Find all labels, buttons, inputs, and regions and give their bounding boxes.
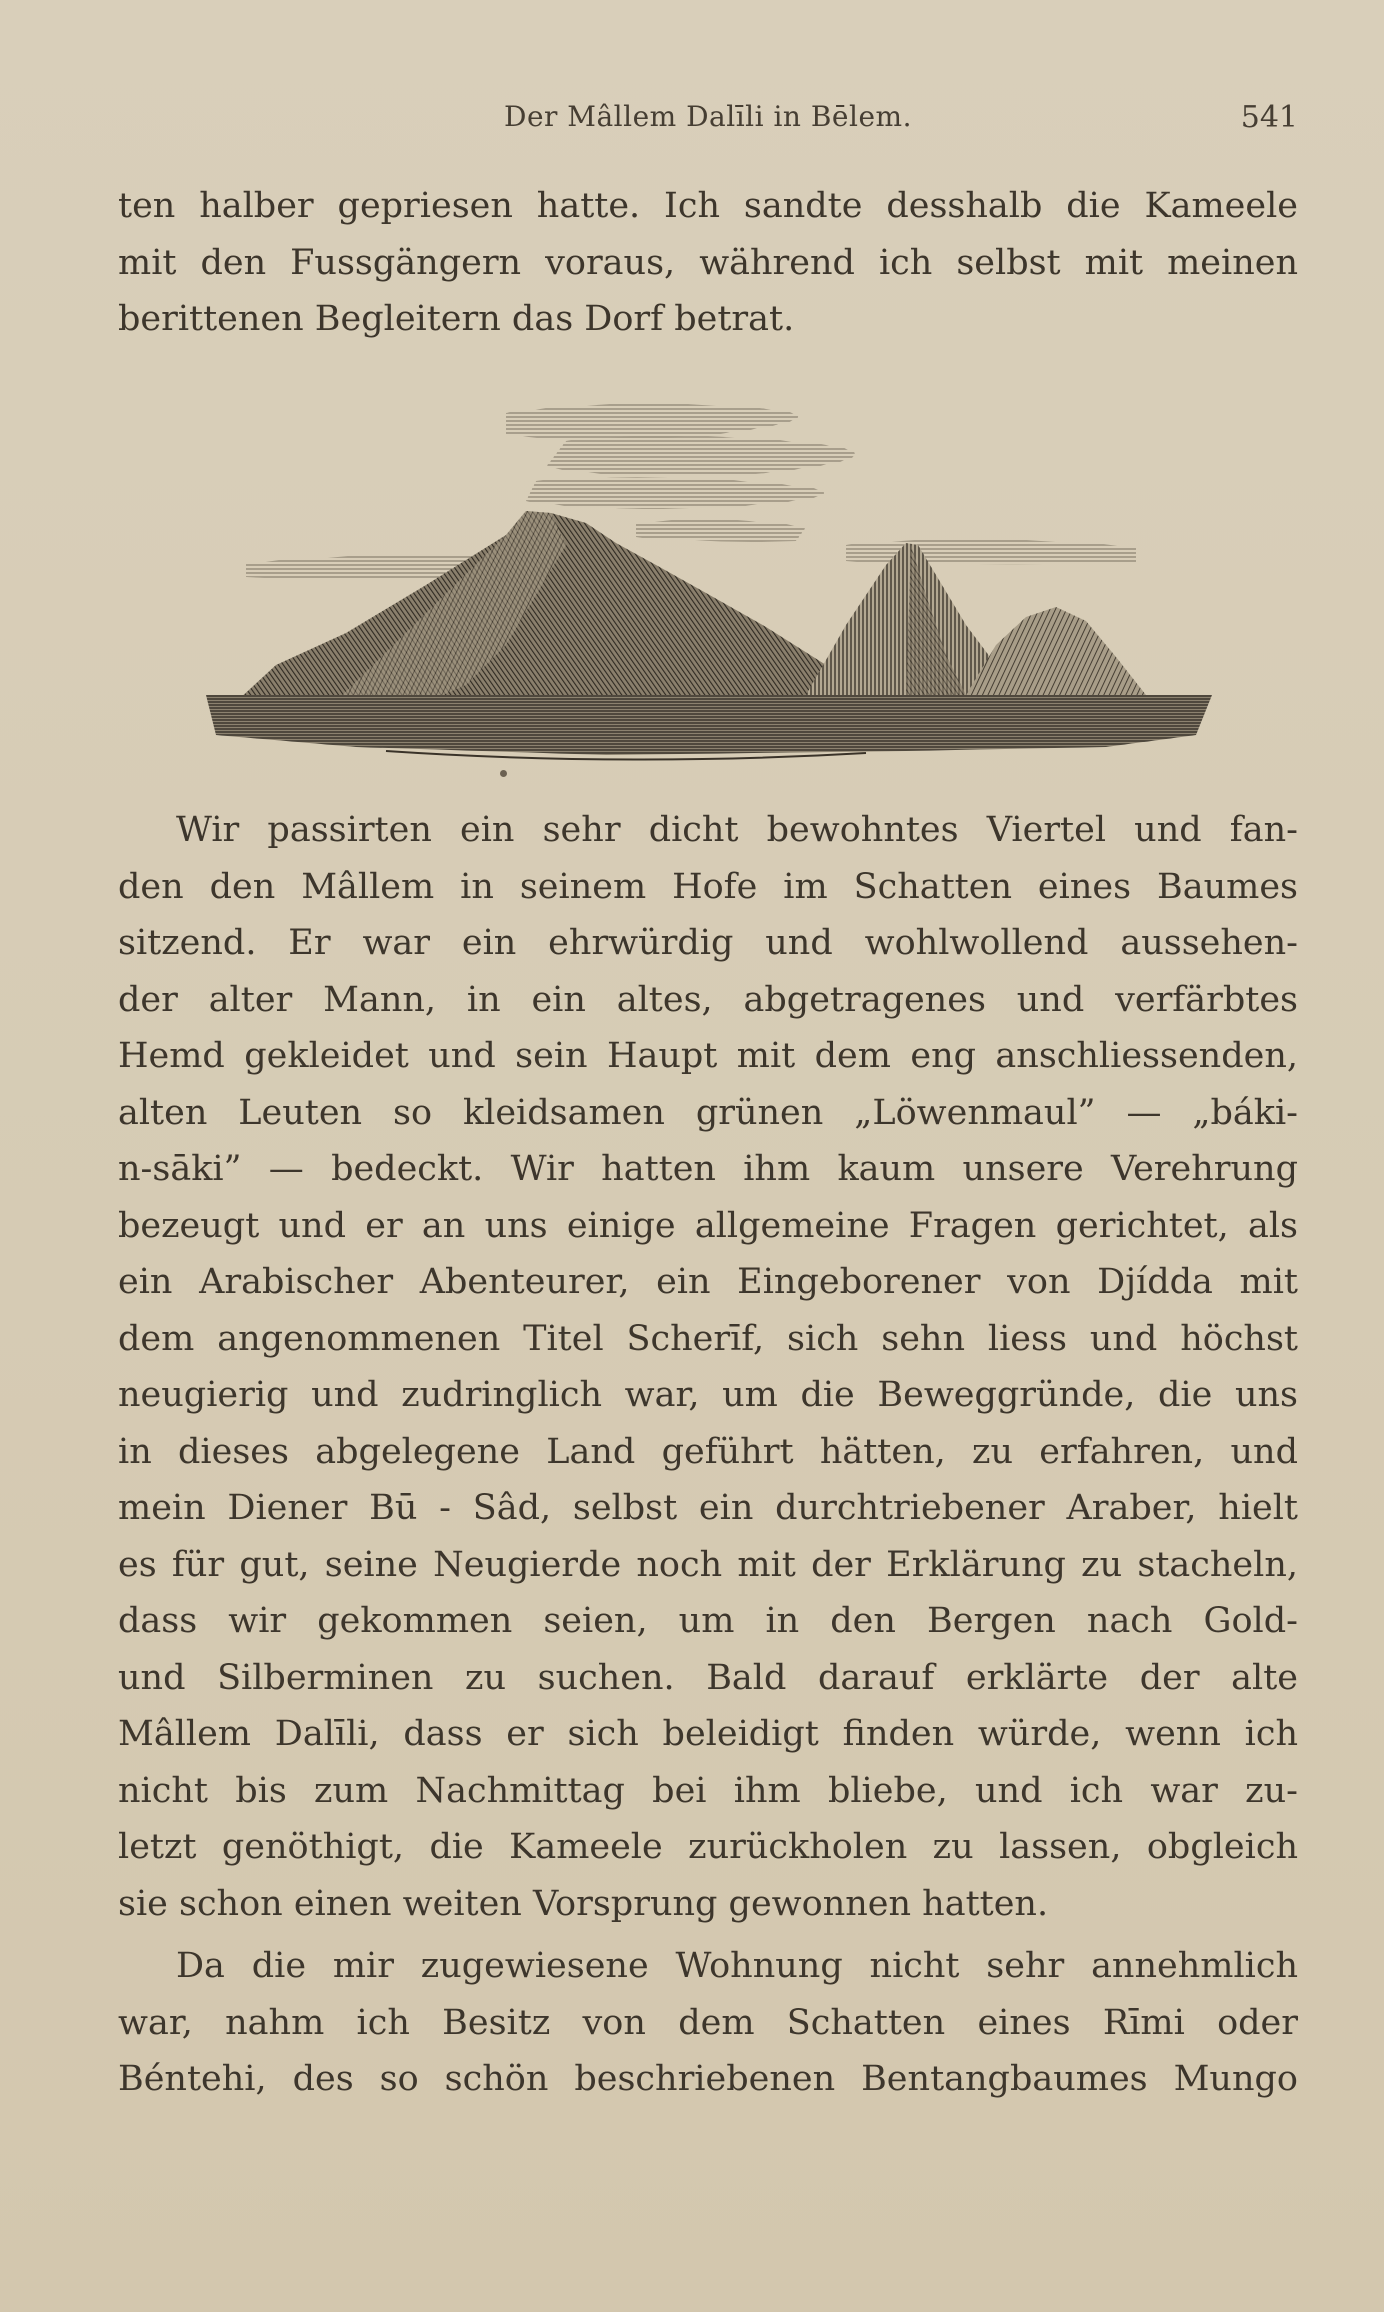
ink-speck bbox=[500, 770, 507, 777]
paragraph-continuation bbox=[118, 178, 1298, 348]
mountain-illustration bbox=[206, 395, 1212, 767]
text-line: Hemd gekleidet und sein Haupt mit dem eng anschliessenden, bbox=[118, 1036, 1298, 1076]
text-line: dass wir gekommen seien, um in den Bergen nach Gold- bbox=[118, 1601, 1298, 1641]
text-line: letzt genöthigt, die Kameele zurückholen zu lassen, obgleich bbox=[118, 1827, 1298, 1867]
text-line: bezeugt und er an uns einige allgemeine Fragen gerichtet, als bbox=[118, 1205, 1298, 1246]
page-header bbox=[118, 100, 1298, 140]
text-line: den den Mâllem in seinem Hofe im Schatten eines Baumes bbox=[118, 866, 1298, 907]
ground bbox=[206, 695, 1212, 755]
small-hill bbox=[966, 607, 1146, 695]
text-line: in dieses abgelegene Land geführt hätten, zu erfahren, und bbox=[118, 1431, 1298, 1472]
text-line: dem angenommenen Titel Scherīf, sich sehn liess und höchst bbox=[118, 1318, 1298, 1359]
text-line: Béntehi, des so schön beschriebenen Bentangbaumes Mungo bbox=[118, 2059, 1298, 2099]
text-line: ten halber gepriesen hatte. Ich sandte desshalb die Kameele bbox=[118, 186, 1298, 226]
text-line: sie schon einen weiten Vorsprung gewonnen hatten. bbox=[118, 1883, 1049, 1924]
text-line: und Silberminen zu suchen. Bald darauf erklärte der alte bbox=[118, 1657, 1298, 1698]
paragraph-tail bbox=[118, 1938, 1298, 2108]
text-line: Wir passirten ein sehr dicht bewohntes Viertel und fan- bbox=[176, 810, 1298, 850]
page-number: 541 bbox=[1240, 100, 1298, 135]
text-line: ein Arabischer Abenteurer, ein Eingeborener von Djídda mit bbox=[118, 1262, 1298, 1302]
text-line: Mâllem Dalīli, dass er sich beleidigt finden würde, wenn ich bbox=[118, 1714, 1298, 1754]
text-line: war, nahm ich Besitz von dem Schatten eines Rīmi oder bbox=[118, 2002, 1298, 2043]
engraving-drawing bbox=[206, 395, 1212, 767]
text-line: berittenen Begleitern das Dorf betrat. bbox=[118, 299, 795, 339]
text-line: alten Leuten so kleidsamen grünen „Löwenmaul” — „báki- bbox=[118, 1092, 1298, 1133]
text-line: sitzend. Er war ein ehrwürdig und wohlwollend aussehen- bbox=[118, 923, 1298, 963]
text-line: neugierig und zudringlich war, um die Beweggründe, die uns bbox=[118, 1375, 1298, 1415]
text-line: mit den Fussgängern voraus, während ich selbst mit meinen bbox=[118, 242, 1298, 283]
text-line: mein Diener Bū - Sâd, selbst ein durchtriebener Araber, hielt bbox=[118, 1488, 1298, 1528]
paragraph-main bbox=[118, 802, 1298, 1932]
text-line: es für gut, seine Neugierde noch mit der Erklärung zu stacheln, bbox=[118, 1544, 1298, 1585]
text-line: n-sāki” — bedeckt. Wir hatten ihm kaum unsere Verehrung bbox=[118, 1149, 1298, 1189]
text-line: nicht bis zum Nachmittag bei ihm bliebe, und ich war zu- bbox=[118, 1770, 1298, 1811]
text-line: der alter Mann, in ein altes, abgetragenes und verfärbtes bbox=[118, 979, 1298, 1020]
text-line: Da die mir zugewiesene Wohnung nicht sehr annehmlich bbox=[176, 1946, 1298, 1986]
clouds bbox=[246, 404, 1136, 579]
running-title: Der Mâllem Dalīli in Bēlem. bbox=[504, 100, 912, 133]
